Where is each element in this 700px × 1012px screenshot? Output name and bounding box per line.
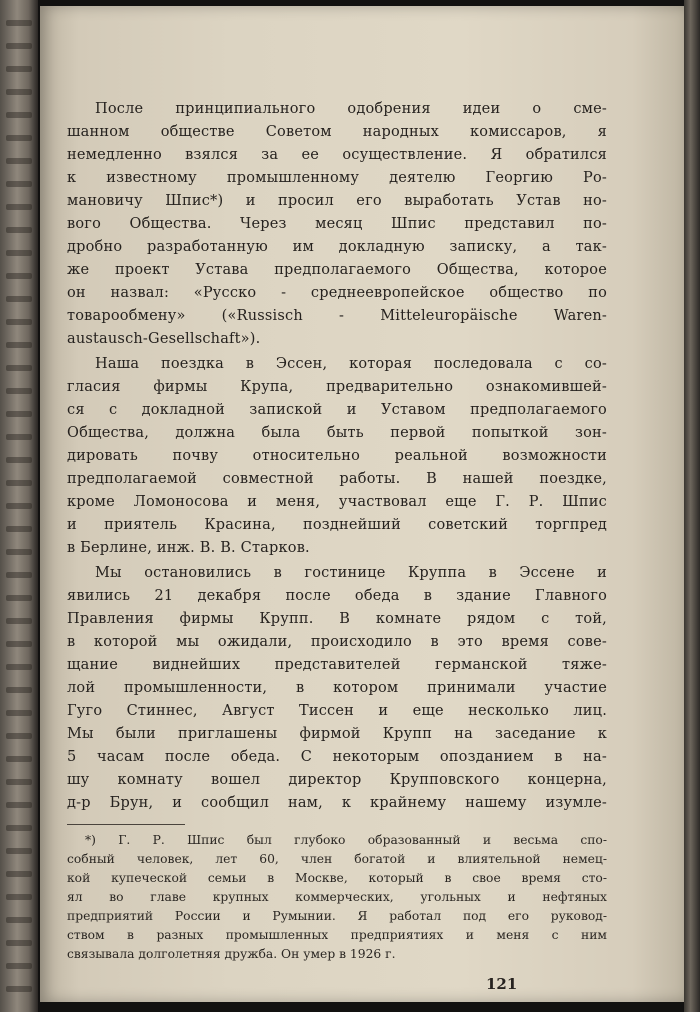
text-line: явились 21 декабря после обеда в здание Главного	[67, 588, 607, 604]
edge-text-shadow	[6, 89, 32, 95]
edge-text-shadow	[6, 618, 32, 624]
text-line: гласия фирмы Крупа, предварительно ознакомившей-	[67, 379, 607, 395]
edge-text-shadow	[6, 204, 32, 210]
text-line: мановичу Шпис*) и просил его выработать Устав но-	[67, 193, 607, 209]
edge-text-shadow	[6, 963, 32, 969]
edge-text-shadow	[6, 319, 32, 325]
edge-text-shadow	[6, 664, 32, 670]
edge-text-shadow	[6, 641, 32, 647]
text-line: дробно разработанную им докладную записку, а так-	[67, 239, 607, 255]
text-line: он назвал: «Русско - среднеевропейское общество по	[67, 285, 607, 301]
edge-text-shadow	[6, 411, 32, 417]
edge-text-shadow	[6, 687, 32, 693]
text-line: товарообмену» («Russisch - Mitteleuropäische Waren-	[67, 308, 607, 324]
edge-text-shadow	[6, 940, 32, 946]
text-line: Общества, должна была быть первой попыткой зон-	[67, 425, 607, 441]
text-line: д-р Брун, и сообщил нам, к крайнему нашему изумле-	[67, 795, 607, 811]
edge-text-shadow	[6, 227, 32, 233]
text-line: шу комнату вошел директор Крупповского концерна,	[67, 772, 607, 788]
edge-text-shadow	[6, 388, 32, 394]
edge-text-shadow	[6, 112, 32, 118]
edge-text-shadow	[6, 503, 32, 509]
text-line: Наша поездка в Эссен, которая последовала с со-	[95, 356, 607, 372]
text-line: ся с докладной запиской и Уставом предполагаемого	[67, 402, 607, 418]
edge-text-shadow	[6, 894, 32, 900]
edge-text-shadow	[6, 342, 32, 348]
edge-text-shadow	[6, 66, 32, 72]
edge-text-shadow	[6, 779, 32, 785]
edge-text-shadow	[6, 871, 32, 877]
text-line: шанном обществе Советом народных комиссаров, я	[67, 124, 607, 140]
text-line: дировать почву относительно реальной возможности	[67, 448, 607, 464]
edge-text-shadow	[6, 917, 32, 923]
edge-text-shadow	[6, 848, 32, 854]
footnote-line: собный человек, лет 60, член богатой и влиятельной немец-	[67, 852, 607, 866]
text-line: 5 часам после обеда. С некоторым опозданием в на-	[67, 749, 607, 765]
edge-text-shadow	[6, 181, 32, 187]
text-line: После принципиального одобрения идеи о сме-	[95, 101, 607, 117]
edge-text-shadow	[6, 986, 32, 992]
edge-text-shadow	[6, 825, 32, 831]
edge-text-shadow	[6, 296, 32, 302]
text-line: Мы остановились в гостинице Круппа в Эссене и	[95, 565, 607, 581]
page-stack-edge	[684, 0, 700, 1012]
text-line: Мы были приглашены фирмой Крупп на заседание к	[67, 726, 607, 742]
edge-text-shadow	[6, 802, 32, 808]
text-line: щание виднейших представителей германской тяже-	[67, 657, 607, 673]
text-line: кроме Ломоносова и меня, участвовал еще Г. Р. Шпис	[67, 494, 607, 510]
text-line: austausch-Gesellschaft»).	[67, 331, 261, 347]
edge-text-shadow	[6, 250, 32, 256]
text-line: же проект Устава предполагаемого Общества, которое	[67, 262, 607, 278]
footnote-line: ством в разных промышленных предприятиях и меня с ним	[67, 928, 607, 942]
text-line: и приятель Красина, позднейший советский торгпред	[67, 517, 607, 533]
edge-text-shadow	[6, 273, 32, 279]
text-line: немедленно взялся за ее осуществление. Я обратился	[67, 147, 607, 163]
footnote-line: связывала долголетняя дружба. Он умер в 1926 г.	[67, 947, 396, 961]
edge-text-shadow	[6, 20, 32, 26]
edge-text-shadow	[6, 434, 32, 440]
edge-text-shadow	[6, 365, 32, 371]
footnote-line: ял во главе крупных коммерческих, угольных и нефтяных	[67, 890, 607, 904]
text-line: Правления фирмы Крупп. В комнате рядом с той,	[67, 611, 607, 627]
edge-text-shadow	[6, 756, 32, 762]
footnote-line: предприятий России и Румынии. Я работал под его руковод-	[67, 909, 607, 923]
edge-text-shadow	[6, 135, 32, 141]
page-number: 121	[486, 975, 518, 993]
previous-page-edge	[0, 0, 38, 1012]
text-line: Гуго Стиннес, Август Тиссен и еще несколько лиц.	[67, 703, 607, 719]
edge-text-shadow	[6, 595, 32, 601]
text-line: предполагаемой совместной работы. В нашей поездке,	[67, 471, 607, 487]
text-line: в которой мы ожидали, происходило в это время сове-	[67, 634, 607, 650]
edge-text-shadow	[6, 43, 32, 49]
text-line: вого Общества. Через месяц Шпис представил по-	[67, 216, 607, 232]
edge-text-shadow	[6, 480, 32, 486]
edge-text-shadow	[6, 572, 32, 578]
footnote-divider	[67, 824, 185, 825]
edge-text-shadow	[6, 158, 32, 164]
edge-text-shadow	[6, 549, 32, 555]
edge-text-shadow	[6, 733, 32, 739]
footnote-line: кой купеческой семьи в Москве, который в свое время сто-	[67, 871, 607, 885]
edge-text-shadow	[6, 457, 32, 463]
text-line: в Берлине, инж. В. В. Старков.	[67, 540, 310, 556]
edge-text-shadow	[6, 526, 32, 532]
footnote-line: *) Г. Р. Шпис был глубоко образованный и весьма спо-	[85, 833, 607, 847]
text-line: лой промышленности, в котором принимали участие	[67, 680, 607, 696]
text-line: к известному промышленному деятелю Георгию Ро-	[67, 170, 607, 186]
edge-text-shadow	[6, 710, 32, 716]
